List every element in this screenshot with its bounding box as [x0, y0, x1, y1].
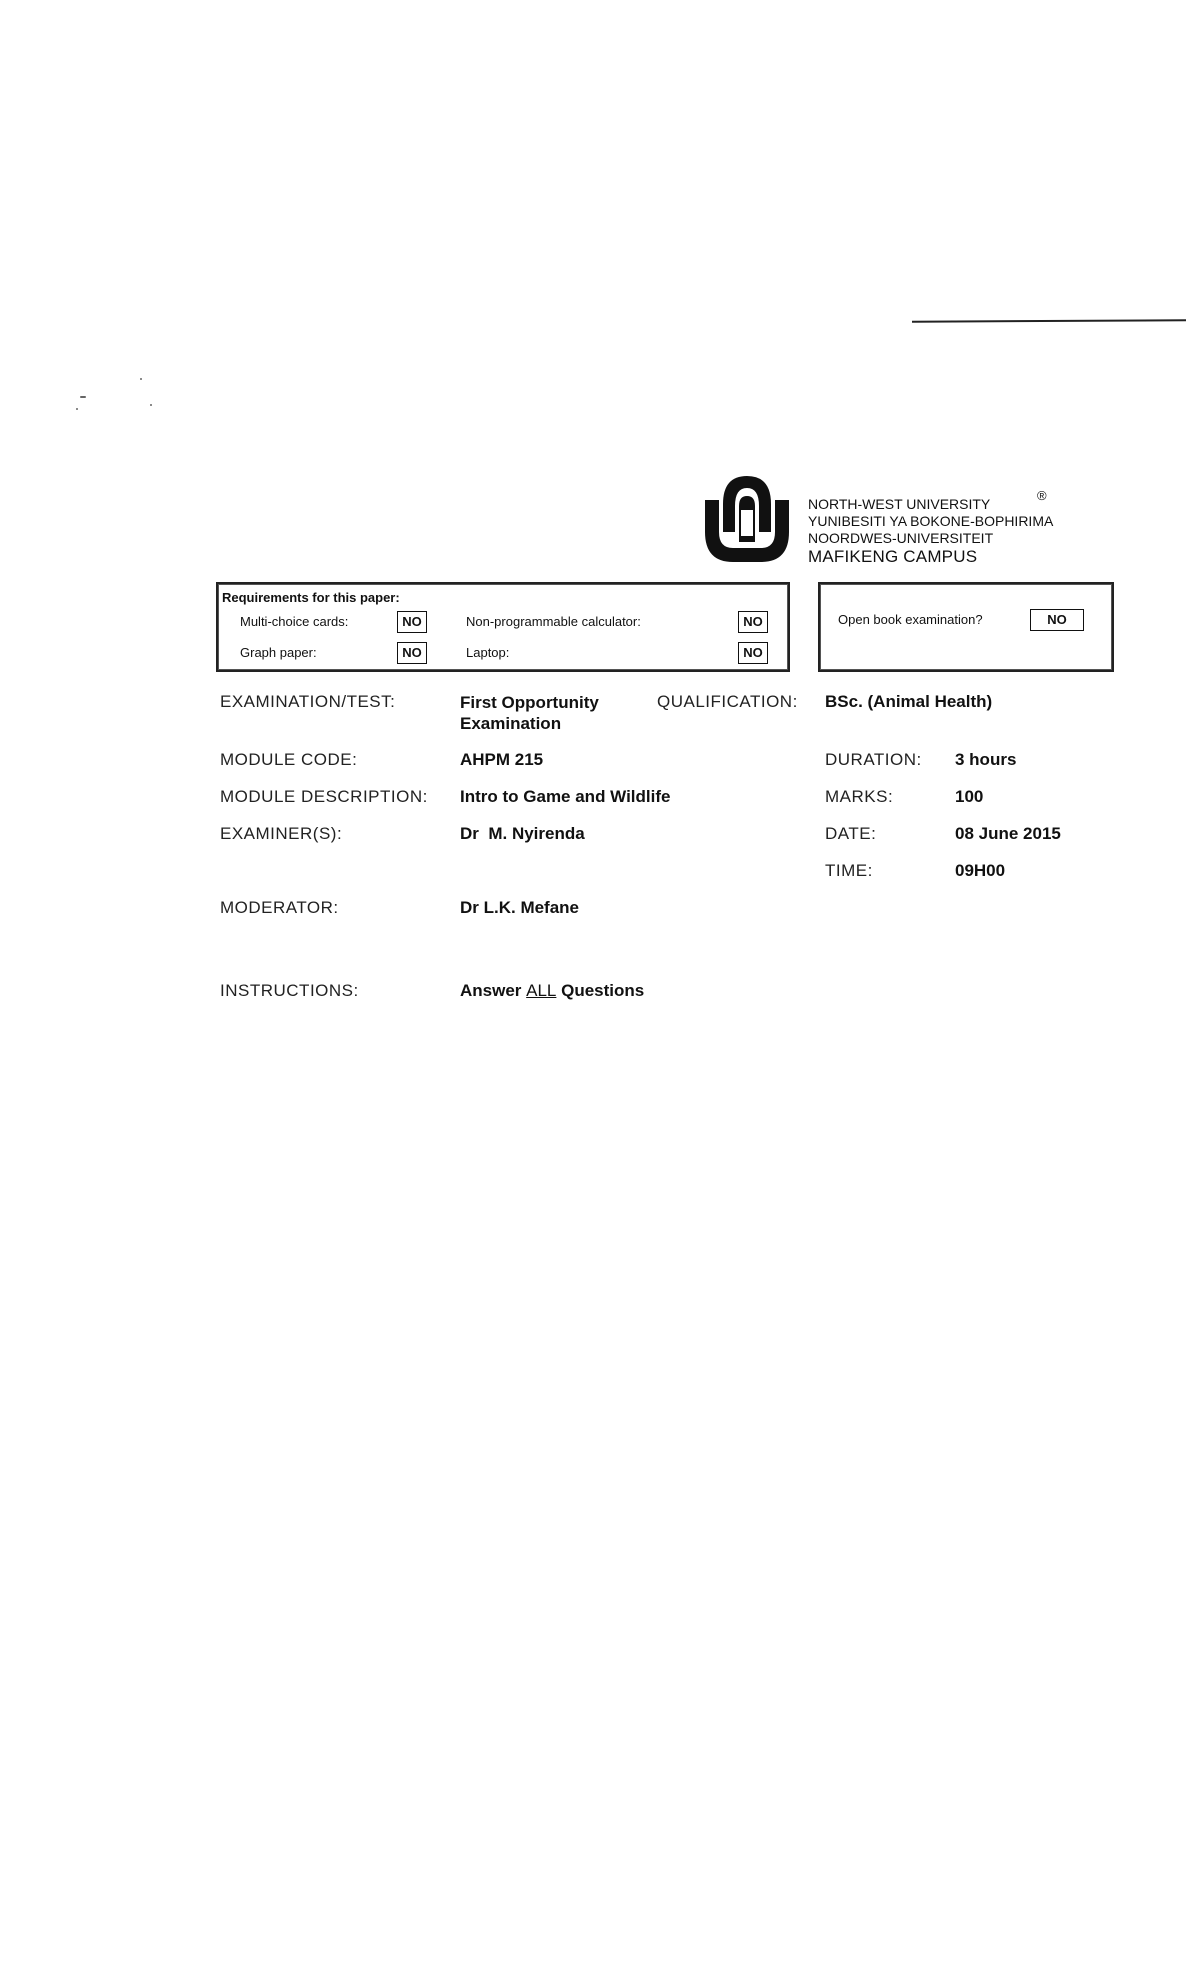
graph-paper-label: Graph paper: [240, 645, 317, 660]
open-book-box [818, 582, 1114, 672]
graph-paper-value: NO [397, 642, 427, 664]
calculator-value: NO [738, 611, 768, 633]
laptop-value: NO [738, 642, 768, 664]
time-value: 09H00 [955, 861, 1006, 880]
module-description-label: MODULE DESCRIPTION: [220, 787, 428, 806]
date-label: DATE: [825, 824, 877, 843]
calculator-label: Non-programmable calculator: [466, 614, 641, 629]
examiner-label: EXAMINER(S): [220, 824, 343, 843]
requirements-title: Requirements for this paper: [222, 590, 400, 605]
duration-value: 3 hours [955, 750, 1017, 769]
moderator-label: MODERATOR: [220, 898, 339, 917]
open-book-value: NO [1030, 609, 1084, 631]
scan-speck [80, 396, 86, 398]
university-logo-icon [697, 470, 797, 570]
exam-value-line2: Examination [460, 714, 562, 733]
laptop-label: Laptop: [466, 645, 510, 660]
module-description-value: Intro to Game and Wildlife [460, 787, 671, 806]
instructions-label: INSTRUCTIONS: [220, 981, 359, 1000]
marks-value: 100 [955, 787, 984, 806]
scan-speck [150, 404, 152, 406]
time-label: TIME: [825, 861, 873, 880]
university-name-block [808, 496, 1053, 567]
date-value: 08 June 2015 [955, 824, 1061, 843]
multi-choice-cards-label: Multi-choice cards: [240, 614, 349, 629]
instructions-text-post: Questions [556, 981, 645, 1000]
scan-speck [76, 408, 78, 410]
registered-mark: ® [1037, 488, 1047, 503]
module-code-value: AHPM 215 [460, 750, 544, 769]
university-name-afrikaans: NOORDWES-UNIVERSITEIT [808, 530, 994, 546]
exam-value [460, 692, 599, 734]
instructions-text-pre: Answer [460, 981, 527, 1000]
qualification-label: QUALIFICATION: [657, 692, 798, 711]
scan-speck [140, 378, 142, 380]
open-book-label: Open book examination? [838, 612, 983, 627]
university-name-english: NORTH-WEST UNIVERSITY [808, 496, 991, 512]
duration-label: DURATION: [825, 750, 922, 769]
instructions-emphasis: ALL [526, 981, 557, 1000]
requirements-box [216, 582, 790, 672]
scan-rule-line [912, 319, 1186, 322]
qualification-value: BSc. (Animal Health) [825, 692, 993, 711]
examiner-value: Dr M. Nyirenda [460, 824, 585, 843]
exam-value-line1: First Opportunity [460, 693, 599, 712]
moderator-value: Dr L.K. Mefane [460, 898, 580, 917]
university-name-setswana: YUNIBESITI YA BOKONE-BOPHIRIMA [808, 513, 1054, 529]
instructions-value [460, 981, 644, 1001]
marks-label: MARKS: [825, 787, 894, 806]
campus-name: MAFIKENG CAMPUS [808, 547, 978, 566]
module-code-label: MODULE CODE: [220, 750, 358, 769]
multi-choice-cards-value: NO [397, 611, 427, 633]
exam-label: EXAMINATION/TEST: [220, 692, 396, 711]
